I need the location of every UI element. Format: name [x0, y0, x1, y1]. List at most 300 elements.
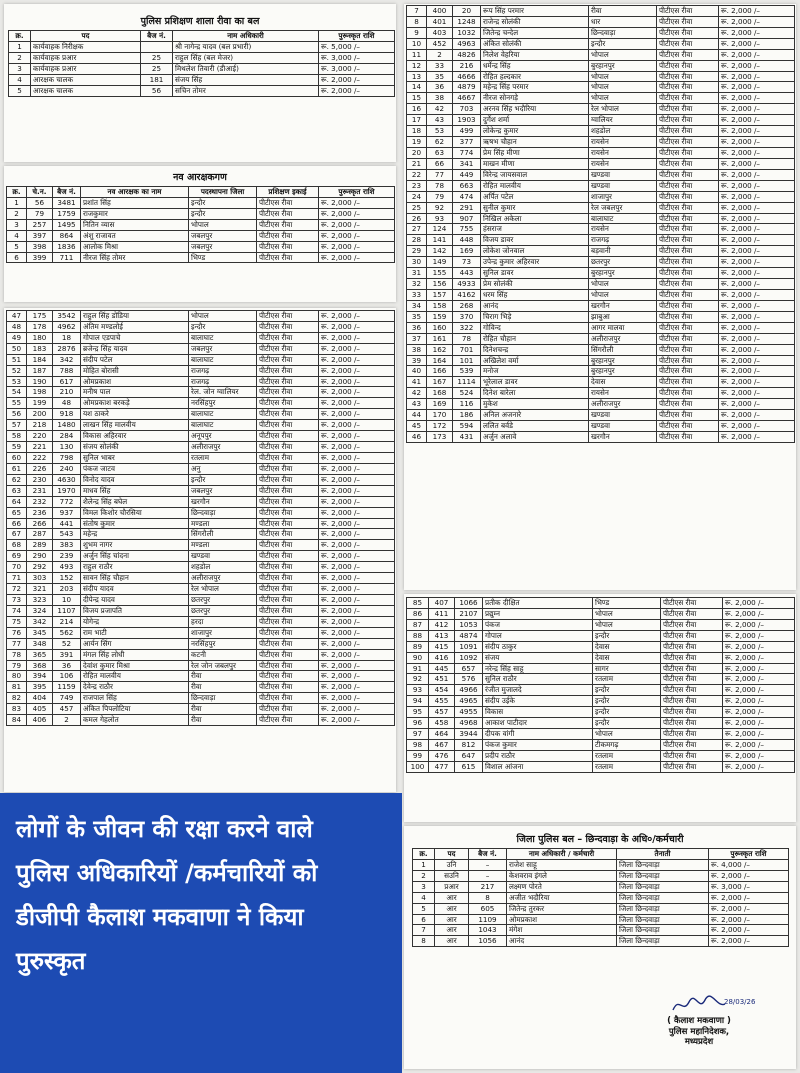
table-cell: 53	[427, 126, 453, 137]
table-cell: रू. 2,000 /–	[719, 399, 795, 410]
table-cell: रू. 2,000 /–	[719, 38, 795, 49]
table-cell: 1092	[455, 652, 483, 663]
table-cell: आर	[435, 914, 469, 925]
table-cell: रू. 2,000 /–	[719, 93, 795, 104]
table-cell: टीकमगढ़	[593, 739, 661, 750]
table-cell: 45	[407, 421, 427, 432]
table-cell: बुरहानपुर	[589, 60, 657, 71]
table-cell: पीटीएस रीवा	[657, 49, 719, 60]
column-header: क्र.	[9, 31, 31, 42]
table-row	[407, 598, 795, 609]
table-cell: रू. 2,000 /–	[719, 311, 795, 322]
table-cell: नरेन्द्र सिंह साहू	[483, 663, 593, 674]
table-cell: 14	[407, 82, 427, 93]
table-cell: 36	[407, 322, 427, 333]
table-cell: 798	[53, 452, 81, 463]
table-row	[407, 82, 795, 93]
table-row	[7, 605, 395, 616]
table-cell: 33	[427, 60, 453, 71]
table-cell: 539	[453, 366, 481, 377]
table-cell: रू. 2,000 /–	[719, 431, 795, 442]
table-cell: रू. 2,000 /–	[719, 257, 795, 268]
table-row	[407, 300, 795, 311]
table-row	[407, 126, 795, 137]
table-cell: मोहित बोरासी	[81, 365, 189, 376]
table-cell: बुरहानपुर	[589, 355, 657, 366]
table-cell: रेल जोन जबलपुर	[189, 660, 257, 671]
column-header: बैज नं.	[53, 187, 81, 198]
table-cell: 576	[455, 674, 483, 685]
table-cell: 391	[53, 649, 81, 660]
table-cell: अर्जुन सिंह चांदना	[81, 551, 189, 562]
table-cell: भोपाल	[589, 71, 657, 82]
table-row	[407, 421, 795, 432]
table-cell: 411	[429, 608, 455, 619]
table-cell: अंकित पिपलोटिया	[81, 704, 189, 715]
table-row	[407, 268, 795, 279]
table-cell: 289	[27, 540, 53, 551]
table-cell: जिला छिन्दवाड़ा	[617, 859, 709, 870]
table-cell: अनु	[189, 463, 257, 474]
table-cell: 701	[453, 344, 481, 355]
table-cell: 345	[27, 627, 53, 638]
table-row	[407, 6, 795, 17]
table-cell: पीटीएस रीवा	[657, 246, 719, 257]
table-cell: ब्रजेन्द्र सिंह यादव	[81, 343, 189, 354]
table-cell: रतलाम	[189, 452, 257, 463]
table-cell: 5	[7, 241, 27, 252]
table-cell: 4	[413, 892, 435, 903]
table-row	[7, 474, 395, 485]
table-cell: इन्दौर	[593, 718, 661, 729]
column-header: तैनाती	[617, 849, 709, 860]
table-cell: 9	[407, 27, 427, 38]
table-cell: 412	[429, 619, 455, 630]
table-cell: 1032	[453, 27, 481, 38]
table-cell: रू. 2,000 /–	[319, 704, 395, 715]
table-cell: जिला छिन्दवाड़ा	[617, 925, 709, 936]
table-row	[9, 63, 395, 74]
table-cell: 812	[455, 739, 483, 750]
table-cell: 220	[27, 431, 53, 442]
table-cell: 399	[27, 252, 53, 263]
table-cell: 401	[427, 16, 453, 27]
table-cell: शाजापुर	[589, 191, 657, 202]
table-cell: रू. 2,000 /–	[719, 202, 795, 213]
table-cell: पीटीएस रीवा	[657, 224, 719, 235]
table-cell: 594	[453, 421, 481, 432]
table-cell: पीटीएस रीवा	[657, 366, 719, 377]
table-cell: 186	[453, 410, 481, 421]
table-cell: 1759	[53, 208, 81, 219]
table-row	[413, 914, 789, 925]
table-cell: इन्दौर	[189, 321, 257, 332]
table-cell: पीटीएस रीवा	[661, 598, 723, 609]
table-cell: रू. 2,000 /–	[319, 605, 395, 616]
table-cell: रीवा	[189, 715, 257, 726]
table-row	[407, 739, 795, 750]
table-cell: 57	[7, 420, 27, 431]
table-cell: 788	[53, 365, 81, 376]
table-cell: पीटीएस रीवा	[657, 71, 719, 82]
table-cell: पीटीएस रीवा	[257, 573, 319, 584]
table-cell: 663	[453, 180, 481, 191]
table-cell: 543	[53, 529, 81, 540]
table-cell: 4955	[455, 707, 483, 718]
table-cell: जबलपुर	[189, 485, 257, 496]
table-cell: 91	[407, 663, 429, 674]
table-cell: रू. 2,000 /–	[723, 707, 795, 718]
table-cell: 2	[53, 715, 81, 726]
table-cell: प्रतीक दीक्षित	[483, 598, 593, 609]
table-cell: 80	[7, 671, 27, 682]
table-cell: 170	[427, 410, 453, 421]
table-row	[413, 859, 789, 870]
table-row	[7, 463, 395, 474]
table-cell: भोपाल	[589, 49, 657, 60]
table-cell: बड़वानी	[589, 246, 657, 257]
table-cell: इन्दौर	[593, 696, 661, 707]
table-cell: 93	[407, 685, 429, 696]
table-cell: प्रेम सोलंकी	[481, 279, 589, 290]
table-cell: रू. 3,000 /–	[709, 881, 789, 892]
table-cell: 198	[27, 387, 53, 398]
table-cell: 61	[7, 463, 27, 474]
table-cell: कार्यवाहक प्रआर	[31, 63, 141, 74]
table-cell: 455	[429, 696, 455, 707]
table-cell: 431	[453, 431, 481, 442]
table-cell: रू. 2,000 /–	[719, 115, 795, 126]
table-cell: विकास	[483, 707, 593, 718]
table-cell: 3	[7, 219, 27, 230]
table-cell: पीटीएस रीवा	[657, 126, 719, 137]
table-cell: 10	[407, 38, 427, 49]
table-cell: पीटीएस रीवा	[661, 674, 723, 685]
table-cell: 11	[407, 49, 427, 60]
table-cell: 175	[27, 311, 53, 322]
table-row	[7, 442, 395, 453]
table-cell: 458	[429, 718, 455, 729]
table-cell: 200	[27, 409, 53, 420]
table-cell: रू. 2,000 /–	[719, 16, 795, 27]
table-cell: 44	[407, 410, 427, 421]
table-cell: 161	[427, 333, 453, 344]
column-header: प्रशिक्षण इकाई	[257, 187, 319, 198]
table-cell: रू. 2,000 /–	[723, 739, 795, 750]
table-cell: आनंद	[481, 300, 589, 311]
table-cell: संजय	[483, 652, 593, 663]
column-header: पुरूस्कृत राशि	[709, 849, 789, 860]
table-cell: 130	[53, 442, 81, 453]
table-cell: पीटीएस रीवा	[657, 257, 719, 268]
table-cell: 441	[53, 518, 81, 529]
table-cell: महेन्द्र	[81, 529, 189, 540]
table-cell: 72	[7, 584, 27, 595]
table-cell: रू. 2,000 /–	[719, 224, 795, 235]
table-cell: पीटीएस रीवा	[257, 540, 319, 551]
table-cell: 90	[407, 652, 429, 663]
table-cell: रू. 2,000 /–	[319, 311, 395, 322]
table-cell: 1056	[469, 936, 507, 947]
table-cell: हंसराज	[481, 224, 589, 235]
table-cell: 21	[407, 158, 427, 169]
table-cell: 214	[53, 616, 81, 627]
table-cell: पीटीएस रीवा	[657, 311, 719, 322]
table-cell: अलीराजपुर	[589, 333, 657, 344]
table-cell: इन्दौर	[593, 707, 661, 718]
table-cell: 25	[407, 202, 427, 213]
table-cell: मनीष पाल	[81, 387, 189, 398]
table-cell: सुनिल भाबर	[81, 452, 189, 463]
table-cell: 342	[53, 354, 81, 365]
table-cell: रू. 2,000 /–	[319, 616, 395, 627]
table-cell: 42	[407, 388, 427, 399]
table-row	[413, 881, 789, 892]
table-cell: 190	[27, 376, 53, 387]
table-cell: 1248	[453, 16, 481, 27]
table-cell: अर्पित पटेल	[481, 191, 589, 202]
table-cell: पीटीएस रीवा	[257, 354, 319, 365]
table-cell: रेल जबलपुर	[589, 202, 657, 213]
table-cell: पीटीएस रीवा	[661, 652, 723, 663]
table-cell: रू. 2,000 /–	[319, 715, 395, 726]
table-cell: 13	[407, 71, 427, 82]
table-cell: छतरपुर	[189, 594, 257, 605]
table-cell: 52	[53, 638, 81, 649]
table-cell: 173	[427, 431, 453, 442]
table-cell: आगर मालवा	[589, 322, 657, 333]
table-row	[407, 213, 795, 224]
table-cell: भोपाल	[589, 279, 657, 290]
table-cell: रीवा	[189, 704, 257, 715]
table-row	[7, 540, 395, 551]
table-cell: 4933	[453, 279, 481, 290]
table-cell: 1066	[455, 598, 483, 609]
table-cell: सिंगरौली	[189, 529, 257, 540]
table-cell: 56	[141, 85, 173, 96]
table-cell: 17	[407, 115, 427, 126]
table-cell: 216	[453, 60, 481, 71]
table-cell: पीटीएस रीवा	[657, 279, 719, 290]
table-cell: 81	[7, 682, 27, 693]
table-cell: पीटीएस रीवा	[257, 671, 319, 682]
table-row	[7, 321, 395, 332]
table-cell: राजेश साहू	[507, 859, 617, 870]
table-cell: खण्डवा	[589, 410, 657, 421]
table-cell: रू. 2,000 /–	[719, 49, 795, 60]
table-cell: संतोष कुमार	[81, 518, 189, 529]
table-cell: 342	[27, 616, 53, 627]
table-cell: राहुल सिंह (बल मेजर)	[173, 52, 319, 63]
table-cell: आनंद	[507, 936, 617, 947]
table-row	[7, 208, 395, 219]
table-cell: रू. 2,000 /–	[723, 663, 795, 674]
chhindwara-title: जिला पुलिस बल – छिन्दवाड़ा के अधि०/कर्मचारी	[516, 834, 684, 845]
table-cell: जिला छिन्दवाड़ा	[617, 914, 709, 925]
table-row	[7, 387, 395, 398]
table-cell: प्रेम सिंह मीणा	[481, 147, 589, 158]
table-cell: रायसेन	[589, 388, 657, 399]
table-cell: रू. 2,000 /–	[719, 191, 795, 202]
table-cell: 395	[27, 682, 53, 693]
table-row	[407, 685, 795, 696]
table-row	[407, 761, 795, 772]
table-cell: 400	[427, 6, 453, 17]
table-cell: 10	[53, 594, 81, 605]
table-cell: 4879	[453, 82, 481, 93]
table-cell: सचिन तोमर	[173, 85, 319, 96]
table-cell: ओमप्रकाश बरकड़े	[81, 398, 189, 409]
table-cell: 7	[407, 6, 427, 17]
table-row	[407, 191, 795, 202]
table-row	[7, 529, 395, 540]
table-cell: 75	[7, 616, 27, 627]
table-row	[407, 322, 795, 333]
table-cell: बुरहानपुर	[589, 366, 657, 377]
table-cell: 772	[53, 496, 81, 507]
table-cell: गोपाल एडपाचे	[81, 332, 189, 343]
table-cell: 2	[427, 49, 453, 60]
table-cell: पीटीएस रीवा	[657, 344, 719, 355]
table-cell: 76	[7, 627, 27, 638]
table-cell: रू. 2,000 /–	[319, 431, 395, 442]
table-row	[407, 71, 795, 82]
table-row	[407, 115, 795, 126]
table-cell: मंगल सिंह लोधी	[81, 649, 189, 660]
table-cell: 4965	[455, 696, 483, 707]
table-cell: पीटीएस रीवा	[661, 685, 723, 696]
table-cell: 4963	[453, 38, 481, 49]
table-cell: 405	[27, 704, 53, 715]
table-cell: पीटीएस रीवा	[657, 355, 719, 366]
table-cell	[141, 41, 173, 52]
table-cell: खण्डवा	[589, 421, 657, 432]
table-cell: रू. 2,000 /–	[319, 365, 395, 376]
table-cell: 6	[7, 252, 27, 263]
table-cell: 230	[27, 474, 53, 485]
table-cell: रू. 2,000 /–	[319, 584, 395, 595]
table-cell: रेल भोपाल	[589, 104, 657, 115]
table-cell: यश ठाकरे	[81, 409, 189, 420]
table-cell: रू. 2,000 /–	[319, 343, 395, 354]
table-cell: रू. 3,000 /–	[319, 52, 395, 63]
table-cell: 217	[469, 881, 507, 892]
table-cell: पीटीएस रीवा	[257, 442, 319, 453]
table-cell: 467	[429, 739, 455, 750]
table-row	[7, 693, 395, 704]
column-header: नाम अधिकारी	[173, 31, 319, 42]
table-cell: 290	[27, 551, 53, 562]
table-cell: 232	[27, 496, 53, 507]
table-cell: 4630	[53, 474, 81, 485]
table-cell: 42	[427, 104, 453, 115]
table-cell: रेल. जोन ग्वालियर	[189, 387, 257, 398]
table-cell: 18	[53, 332, 81, 343]
table-cell: 62	[427, 137, 453, 148]
table-cell: रू. 2,000 /–	[319, 660, 395, 671]
table-cell: 4966	[455, 685, 483, 696]
table-cell: पीटीएस रीवा	[657, 191, 719, 202]
table-cell: आकाश पाटीदार	[483, 718, 593, 729]
table-cell: रू. 2,000 /–	[319, 682, 395, 693]
table-cell: 3481	[53, 197, 81, 208]
table-row	[407, 608, 795, 619]
table-cell: भोपाल	[589, 82, 657, 93]
table-cell: रू. 3,000 /–	[319, 63, 395, 74]
table-row	[7, 660, 395, 671]
table-cell: 100	[407, 761, 429, 772]
table-row	[407, 16, 795, 27]
table-cell: 97	[407, 729, 429, 740]
table-cell: इन्दौर	[589, 38, 657, 49]
table-cell: पीटीएस रीवा	[657, 38, 719, 49]
table-row	[7, 452, 395, 463]
table-cell: रू. 2,000 /–	[723, 750, 795, 761]
table-cell: कटनी	[189, 649, 257, 660]
table-cell: भोपाल	[189, 219, 257, 230]
table-cell: 32	[407, 279, 427, 290]
table-cell: राजकुमार	[81, 208, 189, 219]
table-cell: रू. 2,000 /–	[319, 540, 395, 551]
table-cell: 68	[7, 540, 27, 551]
table-cell: 141	[427, 235, 453, 246]
table-cell: माधव सिंह	[81, 485, 189, 496]
table-cell: देवास	[593, 652, 661, 663]
table-cell: शहडोल	[589, 126, 657, 137]
table-cell: बालाघाट	[189, 354, 257, 365]
table-cell: पीटीएस रीवा	[257, 638, 319, 649]
table-cell: खरगौन	[189, 496, 257, 507]
table-cell: विरेन्द्र जायसवाल	[481, 169, 589, 180]
table-cell: दिनेशचन्द्र	[481, 344, 589, 355]
table-row	[407, 289, 795, 300]
table-cell: मिथलेश तिवारी (डीआई)	[173, 63, 319, 74]
table-cell: पीटीएस रीवा	[657, 16, 719, 27]
table-cell: 1	[7, 197, 27, 208]
table-cell: 39	[407, 355, 427, 366]
table-cell: भिण्ड	[593, 598, 661, 609]
table-cell: रू. 2,000 /–	[709, 936, 789, 947]
table-cell: धरम सिंह	[481, 289, 589, 300]
table-cell: 1107	[53, 605, 81, 616]
table-cell: 78	[7, 649, 27, 660]
table-cell: रोहित हल्दकार	[481, 71, 589, 82]
table-cell: राहुल राठौर	[81, 562, 189, 573]
table-cell: रंजीत मुजालदे	[483, 685, 593, 696]
table-cell: पीटीएस रीवा	[257, 627, 319, 638]
table-cell: 71	[7, 573, 27, 584]
table-cell: सउनि	[435, 870, 469, 881]
table-cell: प्रशांत सिंह	[81, 197, 189, 208]
table-row	[7, 562, 395, 573]
table-cell: रायसेन	[589, 137, 657, 148]
table-cell: 711	[53, 252, 81, 263]
table-cell: जबलपुर	[189, 241, 257, 252]
table-row	[7, 431, 395, 442]
table-cell: नीरज सिंह तोमर	[81, 252, 189, 263]
table-cell: पीटीएस रीवा	[657, 93, 719, 104]
table-cell: रू. 2,000 /–	[719, 235, 795, 246]
training-school-table	[8, 30, 395, 97]
table-cell: 88	[407, 630, 429, 641]
table-cell: पीटीएस रीवा	[657, 137, 719, 148]
table-row	[413, 892, 789, 903]
table-cell: अखिलेश वर्मा	[481, 355, 589, 366]
table-cell: 79	[7, 660, 27, 671]
table-cell: इन्दौर	[189, 474, 257, 485]
table-cell: आर	[435, 925, 469, 936]
table-cell: 1495	[53, 219, 81, 230]
